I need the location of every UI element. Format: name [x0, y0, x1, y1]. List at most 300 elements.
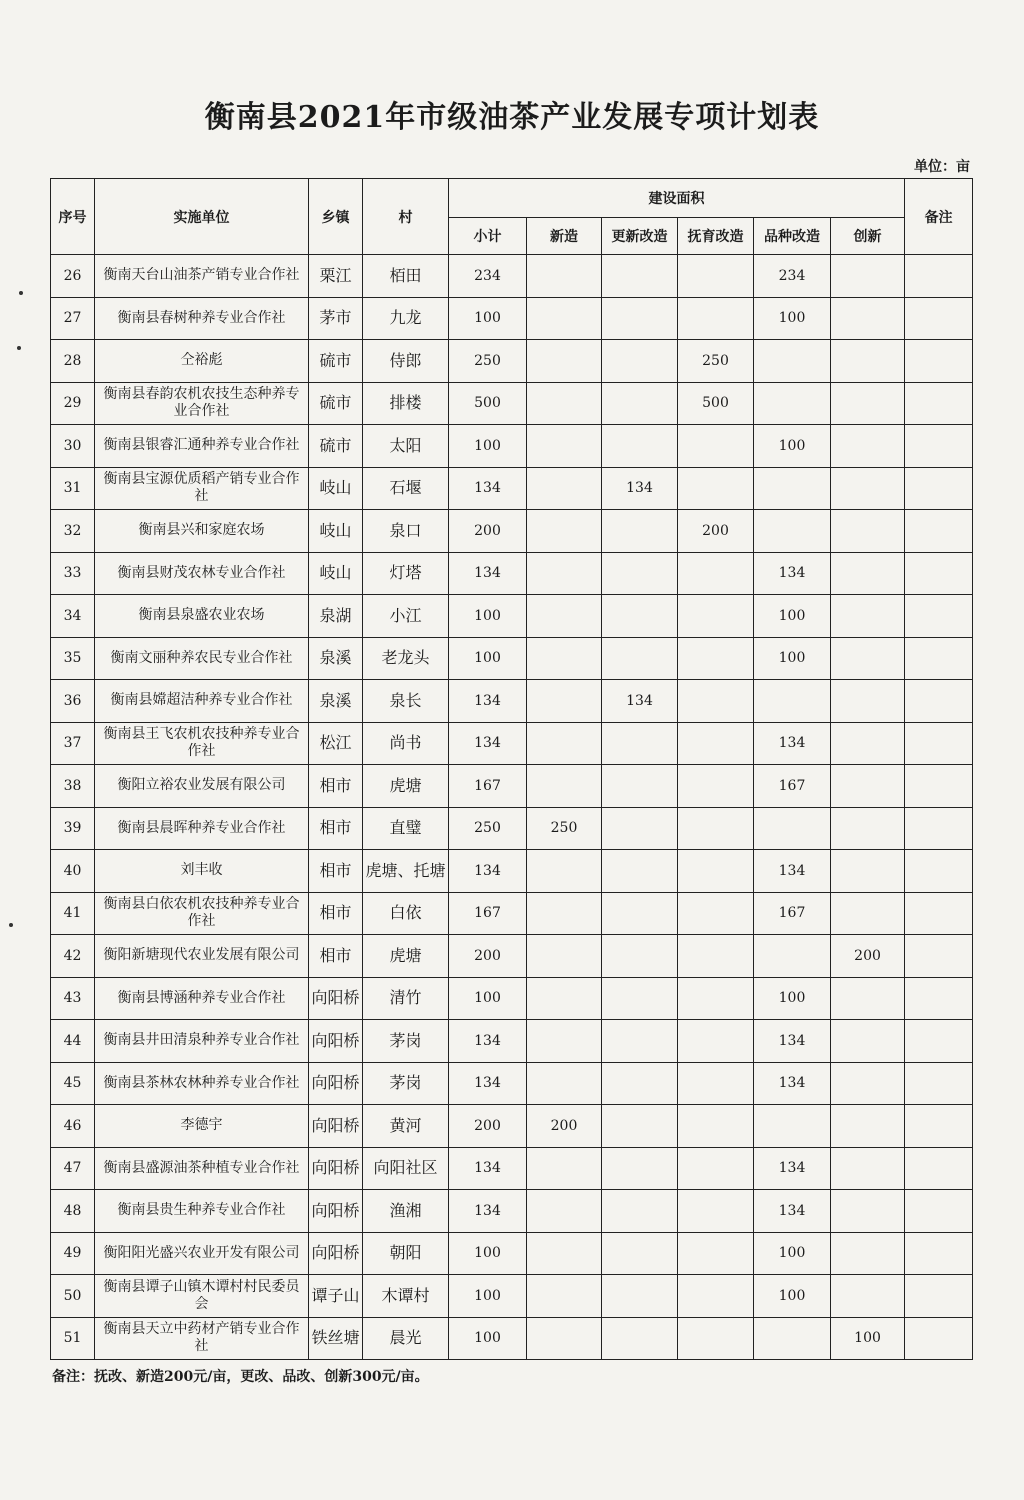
cell-village: 石堰 [363, 467, 449, 510]
cell-renewal [602, 807, 678, 850]
cell-remarks [905, 1232, 973, 1275]
cell-town: 茅市 [309, 297, 363, 340]
cell-unit: 衡阳阳光盛兴农业开发有限公司 [95, 1232, 309, 1275]
cell-remarks [905, 935, 973, 978]
cell-renewal: 134 [602, 680, 678, 723]
cell-subtotal: 134 [449, 1190, 527, 1233]
cell-new-build [527, 510, 602, 553]
cell-town: 相市 [309, 892, 363, 935]
cell-remarks [905, 722, 973, 765]
cell-village: 九龙 [363, 297, 449, 340]
cell-new-build [527, 1062, 602, 1105]
cell-renewal [602, 722, 678, 765]
cell-unit: 衡南县银睿汇通种养专业合作社 [95, 425, 309, 468]
cell-innovation [831, 892, 905, 935]
cell-town: 松江 [309, 722, 363, 765]
header-tending: 抚育改造 [678, 218, 754, 255]
cell-seq: 28 [51, 340, 95, 383]
cell-seq: 44 [51, 1020, 95, 1063]
cell-innovation [831, 1020, 905, 1063]
scan-speck [19, 291, 23, 295]
cell-new-build: 200 [527, 1105, 602, 1148]
cell-remarks [905, 297, 973, 340]
cell-renewal [602, 1275, 678, 1318]
cell-innovation [831, 382, 905, 425]
cell-tending [678, 1020, 754, 1063]
cell-variety: 234 [754, 255, 831, 298]
header-unit: 实施单位 [95, 179, 309, 255]
cell-renewal [602, 340, 678, 383]
header-remarks: 备注 [905, 179, 973, 255]
cell-village: 小江 [363, 595, 449, 638]
cell-unit: 衡南县财茂农林专业合作社 [95, 552, 309, 595]
cell-tending [678, 1317, 754, 1360]
cell-renewal [602, 1317, 678, 1360]
cell-new-build [527, 425, 602, 468]
cell-variety [754, 1105, 831, 1148]
cell-unit: 衡南县春韵农机农技生态种养专业合作社 [95, 382, 309, 425]
cell-variety: 100 [754, 1275, 831, 1318]
cell-remarks [905, 765, 973, 808]
cell-innovation [831, 977, 905, 1020]
cell-new-build [527, 977, 602, 1020]
cell-innovation [831, 637, 905, 680]
cell-renewal [602, 510, 678, 553]
cell-remarks [905, 1317, 973, 1360]
cell-innovation [831, 1105, 905, 1148]
cell-remarks [905, 595, 973, 638]
cell-innovation [831, 552, 905, 595]
cell-village: 虎塘 [363, 935, 449, 978]
cell-remarks [905, 977, 973, 1020]
cell-seq: 34 [51, 595, 95, 638]
cell-renewal [602, 1190, 678, 1233]
cell-village: 排楼 [363, 382, 449, 425]
cell-unit: 衡南县白依农机农技种养专业合作社 [95, 892, 309, 935]
cell-new-build [527, 1275, 602, 1318]
cell-new-build [527, 765, 602, 808]
scan-speck [9, 923, 13, 927]
cell-town: 硫市 [309, 340, 363, 383]
cell-innovation [831, 467, 905, 510]
cell-town: 相市 [309, 807, 363, 850]
cell-innovation [831, 510, 905, 553]
cell-tending [678, 1062, 754, 1105]
cell-village: 侍郎 [363, 340, 449, 383]
cell-tending [678, 255, 754, 298]
cell-subtotal: 100 [449, 977, 527, 1020]
table-row [51, 595, 973, 638]
cell-unit: 衡南文丽种养农民专业合作社 [95, 637, 309, 680]
cell-village: 白依 [363, 892, 449, 935]
cell-new-build [527, 935, 602, 978]
table-row [51, 467, 973, 510]
cell-new-build: 250 [527, 807, 602, 850]
table-row [51, 807, 973, 850]
cell-subtotal: 100 [449, 1275, 527, 1318]
cell-innovation [831, 850, 905, 893]
cell-seq: 47 [51, 1147, 95, 1190]
cell-village: 尚书 [363, 722, 449, 765]
cell-tending [678, 807, 754, 850]
cell-renewal [602, 765, 678, 808]
cell-seq: 35 [51, 637, 95, 680]
header-seq: 序号 [51, 179, 95, 255]
cell-new-build [527, 1147, 602, 1190]
cell-town: 向阳桥 [309, 1190, 363, 1233]
cell-innovation [831, 595, 905, 638]
cell-tending [678, 850, 754, 893]
cell-seq: 49 [51, 1232, 95, 1275]
cell-unit: 衡南天台山油茶产销专业合作社 [95, 255, 309, 298]
cell-variety [754, 680, 831, 723]
cell-seq: 26 [51, 255, 95, 298]
cell-remarks [905, 510, 973, 553]
cell-variety: 100 [754, 425, 831, 468]
table-row [51, 892, 973, 935]
cell-tending [678, 1147, 754, 1190]
footnote: 备注：抚改、新造200元/亩，更改、品改、创新300元/亩。 [52, 1369, 429, 1385]
cell-subtotal: 134 [449, 680, 527, 723]
cell-variety: 134 [754, 1190, 831, 1233]
table-row [51, 935, 973, 978]
cell-town: 谭子山 [309, 1275, 363, 1318]
cell-variety: 134 [754, 850, 831, 893]
cell-subtotal: 134 [449, 552, 527, 595]
cell-unit: 衡南县晨晖种养专业合作社 [95, 807, 309, 850]
cell-variety: 134 [754, 1062, 831, 1105]
cell-unit: 李德宇 [95, 1105, 309, 1148]
cell-variety: 167 [754, 765, 831, 808]
cell-remarks [905, 382, 973, 425]
cell-tending: 200 [678, 510, 754, 553]
cell-subtotal: 134 [449, 467, 527, 510]
cell-innovation [831, 680, 905, 723]
cell-village: 木谭村 [363, 1275, 449, 1318]
cell-innovation [831, 297, 905, 340]
cell-innovation [831, 255, 905, 298]
cell-new-build [527, 637, 602, 680]
cell-subtotal: 100 [449, 637, 527, 680]
cell-renewal [602, 1105, 678, 1148]
cell-subtotal: 100 [449, 425, 527, 468]
cell-variety: 100 [754, 297, 831, 340]
table-row [51, 425, 973, 468]
cell-seq: 36 [51, 680, 95, 723]
header-innovation: 创新 [831, 218, 905, 255]
cell-unit: 刘丰收 [95, 850, 309, 893]
cell-seq: 38 [51, 765, 95, 808]
cell-village: 虎塘、托塘 [363, 850, 449, 893]
cell-tending [678, 637, 754, 680]
cell-new-build [527, 552, 602, 595]
cell-renewal [602, 297, 678, 340]
plan-table [50, 178, 973, 1360]
scan-speck [17, 346, 21, 350]
cell-innovation [831, 1147, 905, 1190]
cell-village: 渔湘 [363, 1190, 449, 1233]
cell-town: 相市 [309, 765, 363, 808]
page-title: 衡南县2021年市级油茶产业发展专项计划表 [204, 100, 820, 135]
cell-tending [678, 722, 754, 765]
cell-seq: 30 [51, 425, 95, 468]
cell-unit: 衡南县井田清泉种养专业合作社 [95, 1020, 309, 1063]
table-row [51, 765, 973, 808]
cell-subtotal: 234 [449, 255, 527, 298]
cell-tending [678, 977, 754, 1020]
cell-subtotal: 500 [449, 382, 527, 425]
table-row [51, 1317, 973, 1360]
cell-subtotal: 100 [449, 595, 527, 638]
cell-seq: 51 [51, 1317, 95, 1360]
cell-village: 晨光 [363, 1317, 449, 1360]
cell-innovation: 200 [831, 935, 905, 978]
cell-seq: 45 [51, 1062, 95, 1105]
cell-unit: 衡南县谭子山镇木谭村村民委员会 [95, 1275, 309, 1318]
cell-subtotal: 250 [449, 340, 527, 383]
cell-innovation [831, 1062, 905, 1105]
table-row [51, 1020, 973, 1063]
cell-remarks [905, 467, 973, 510]
cell-subtotal: 134 [449, 1147, 527, 1190]
header-village: 村 [363, 179, 449, 255]
cell-renewal [602, 977, 678, 1020]
cell-unit: 衡南县盛源油茶种植专业合作社 [95, 1147, 309, 1190]
header-town: 乡镇 [309, 179, 363, 255]
cell-remarks [905, 1275, 973, 1318]
cell-innovation [831, 425, 905, 468]
table-row [51, 255, 973, 298]
unit-label: 单位：亩 [914, 159, 970, 175]
cell-remarks [905, 1147, 973, 1190]
cell-variety: 134 [754, 1147, 831, 1190]
cell-tending [678, 680, 754, 723]
cell-seq: 37 [51, 722, 95, 765]
cell-seq: 41 [51, 892, 95, 935]
cell-variety [754, 807, 831, 850]
table-row [51, 552, 973, 595]
cell-village: 灯塔 [363, 552, 449, 595]
cell-new-build [527, 850, 602, 893]
cell-remarks [905, 1190, 973, 1233]
cell-unit: 衡南县泉盛农业农场 [95, 595, 309, 638]
cell-seq: 32 [51, 510, 95, 553]
cell-remarks [905, 1105, 973, 1148]
cell-variety: 167 [754, 892, 831, 935]
cell-innovation [831, 1275, 905, 1318]
cell-village: 直璧 [363, 807, 449, 850]
cell-remarks [905, 637, 973, 680]
cell-renewal [602, 255, 678, 298]
cell-renewal [602, 1147, 678, 1190]
cell-renewal: 134 [602, 467, 678, 510]
cell-new-build [527, 467, 602, 510]
table-row [51, 850, 973, 893]
table-row [51, 382, 973, 425]
table-row [51, 510, 973, 553]
cell-remarks [905, 1062, 973, 1105]
cell-seq: 46 [51, 1105, 95, 1148]
header-renewal: 更新改造 [602, 218, 678, 255]
table-row [51, 1147, 973, 1190]
cell-village: 虎塘 [363, 765, 449, 808]
cell-seq: 29 [51, 382, 95, 425]
cell-renewal [602, 850, 678, 893]
cell-new-build [527, 382, 602, 425]
cell-innovation [831, 765, 905, 808]
cell-remarks [905, 552, 973, 595]
cell-seq: 40 [51, 850, 95, 893]
cell-innovation [831, 1232, 905, 1275]
cell-seq: 48 [51, 1190, 95, 1233]
cell-unit: 衡南县茶林农林种养专业合作社 [95, 1062, 309, 1105]
cell-seq: 33 [51, 552, 95, 595]
cell-variety: 100 [754, 637, 831, 680]
cell-subtotal: 134 [449, 722, 527, 765]
cell-variety [754, 510, 831, 553]
cell-seq: 50 [51, 1275, 95, 1318]
cell-town: 泉溪 [309, 637, 363, 680]
cell-innovation: 100 [831, 1317, 905, 1360]
cell-town: 向阳桥 [309, 1105, 363, 1148]
cell-new-build [527, 1232, 602, 1275]
cell-town: 相市 [309, 850, 363, 893]
cell-subtotal: 100 [449, 1317, 527, 1360]
cell-variety: 100 [754, 595, 831, 638]
cell-renewal [602, 425, 678, 468]
cell-remarks [905, 1020, 973, 1063]
header-subtotal: 小计 [449, 218, 527, 255]
cell-remarks [905, 680, 973, 723]
cell-new-build [527, 255, 602, 298]
table-row [51, 297, 973, 340]
cell-village: 茅岗 [363, 1020, 449, 1063]
cell-town: 硫市 [309, 382, 363, 425]
cell-innovation [831, 722, 905, 765]
cell-innovation [831, 340, 905, 383]
cell-tending [678, 425, 754, 468]
cell-subtotal: 200 [449, 935, 527, 978]
cell-town: 泉溪 [309, 680, 363, 723]
cell-tending [678, 1190, 754, 1233]
table-row [51, 340, 973, 383]
table-row [51, 1105, 973, 1148]
cell-unit: 衡南县天立中药材产销专业合作社 [95, 1317, 309, 1360]
cell-town: 向阳桥 [309, 977, 363, 1020]
cell-town: 相市 [309, 935, 363, 978]
cell-variety: 100 [754, 1232, 831, 1275]
cell-renewal [602, 935, 678, 978]
cell-tending: 500 [678, 382, 754, 425]
cell-unit: 衡南县春树种养专业合作社 [95, 297, 309, 340]
cell-variety: 134 [754, 552, 831, 595]
table-row [51, 1232, 973, 1275]
cell-village: 泉口 [363, 510, 449, 553]
cell-subtotal: 134 [449, 1062, 527, 1105]
table-body [51, 255, 973, 1360]
cell-town: 栗江 [309, 255, 363, 298]
cell-town: 向阳桥 [309, 1147, 363, 1190]
cell-village: 太阳 [363, 425, 449, 468]
cell-variety [754, 340, 831, 383]
cell-town: 岐山 [309, 510, 363, 553]
cell-seq: 39 [51, 807, 95, 850]
cell-renewal [602, 382, 678, 425]
cell-renewal [602, 637, 678, 680]
cell-tending: 250 [678, 340, 754, 383]
cell-seq: 43 [51, 977, 95, 1020]
cell-tending [678, 1275, 754, 1318]
cell-variety: 134 [754, 722, 831, 765]
table-row [51, 1190, 973, 1233]
cell-tending [678, 935, 754, 978]
cell-renewal [602, 595, 678, 638]
cell-unit: 衡阳立裕农业发展有限公司 [95, 765, 309, 808]
table-row [51, 1275, 973, 1318]
cell-remarks [905, 807, 973, 850]
cell-variety [754, 467, 831, 510]
cell-village: 栢田 [363, 255, 449, 298]
cell-tending [678, 297, 754, 340]
cell-unit: 衡南县王飞农机农技种养专业合作社 [95, 722, 309, 765]
cell-unit: 衡南县嫦超洁种养专业合作社 [95, 680, 309, 723]
cell-remarks [905, 255, 973, 298]
cell-town: 硫市 [309, 425, 363, 468]
cell-unit: 衡阳新塘现代农业发展有限公司 [95, 935, 309, 978]
cell-town: 铁丝塘 [309, 1317, 363, 1360]
cell-village: 清竹 [363, 977, 449, 1020]
table-row [51, 1062, 973, 1105]
cell-new-build [527, 595, 602, 638]
cell-subtotal: 200 [449, 1105, 527, 1148]
header-row [51, 179, 973, 218]
cell-remarks [905, 340, 973, 383]
cell-tending [678, 892, 754, 935]
cell-innovation [831, 807, 905, 850]
cell-variety: 134 [754, 1020, 831, 1063]
cell-new-build [527, 892, 602, 935]
cell-variety [754, 935, 831, 978]
cell-tending [678, 765, 754, 808]
cell-new-build [527, 680, 602, 723]
cell-village: 向阳社区 [363, 1147, 449, 1190]
cell-new-build [527, 297, 602, 340]
header-new-build: 新造 [527, 218, 602, 255]
table-row [51, 680, 973, 723]
cell-unit: 衡南县兴和家庭农场 [95, 510, 309, 553]
cell-new-build [527, 1317, 602, 1360]
cell-renewal [602, 1232, 678, 1275]
header-variety: 品种改造 [754, 218, 831, 255]
cell-tending [678, 552, 754, 595]
cell-new-build [527, 1190, 602, 1233]
cell-town: 向阳桥 [309, 1020, 363, 1063]
cell-town: 向阳桥 [309, 1232, 363, 1275]
cell-seq: 27 [51, 297, 95, 340]
cell-variety: 100 [754, 977, 831, 1020]
cell-village: 泉长 [363, 680, 449, 723]
cell-town: 岐山 [309, 552, 363, 595]
header-construction-area: 建设面积 [449, 179, 905, 218]
table-row [51, 722, 973, 765]
table-row [51, 977, 973, 1020]
cell-tending [678, 595, 754, 638]
cell-subtotal: 200 [449, 510, 527, 553]
cell-renewal [602, 1062, 678, 1105]
cell-subtotal: 167 [449, 892, 527, 935]
cell-town: 岐山 [309, 467, 363, 510]
cell-remarks [905, 850, 973, 893]
